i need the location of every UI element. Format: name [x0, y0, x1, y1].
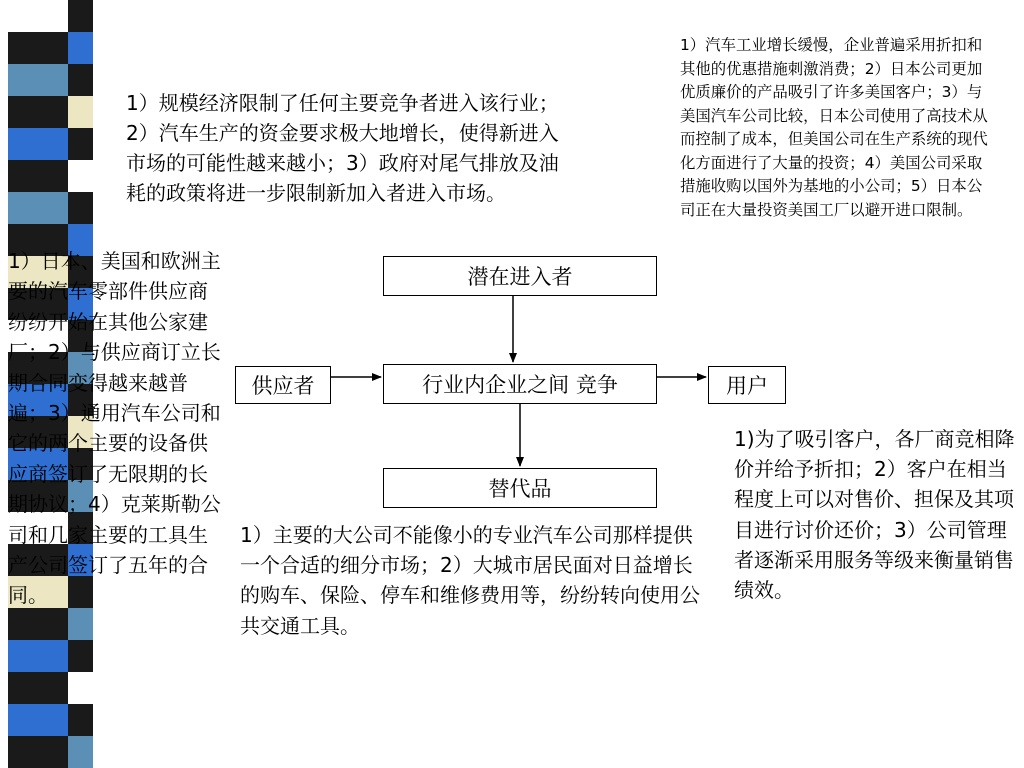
suppliers-note: 1）日本、美国和欧洲主要的汽车零部件供应商纷纷开始在其他公家建厂；2）与供应商订立长期合同变得越来越普遍；3）通用汽车公司和它的两个主要的设备供应商签订了无限期的长期协议；4）克莱斯勒公司和几家主要的工具生产公司签订了五年的合同。 [8, 249, 221, 608]
strip-block [8, 640, 93, 672]
strip-block [8, 608, 93, 640]
strip-block [8, 64, 93, 96]
buyers-box: 用户 [708, 366, 786, 404]
strip-block [8, 0, 93, 32]
strip-block [8, 672, 93, 704]
strip-block [8, 704, 93, 736]
potential-entrants-box: 潜在进入者 [383, 256, 657, 296]
strip-block [8, 96, 93, 128]
industry-rivalry-box: 行业内企业之间 竞争 [383, 364, 657, 404]
buyers-note: 1)为了吸引客户，各厂商竞相降价并给予折扣；2）客户在相当程度上可以对售价、担保及其项目进行讨价还价；3）公司管理者逐渐采用服务等级来衡量销售绩效。 [734, 427, 1015, 603]
rivalry-note: 1）汽车工业增长缓慢，企业普遍采用折扣和其他的优惠措施刺激消费；2）日本公司更加优质廉价的产品吸引了许多美国客户；3）与美国汽车公司比较，日本公司使用了高技术从而控制了成本，但美国公司在生产系统的现代化方面进行了大量的投资；4）美国公司采取措施收购以国外为基地的小公司；5）日本公司正在大量投资美国工厂以避开进口限制。 [680, 36, 988, 219]
strip-block [8, 736, 93, 768]
strip-block [8, 160, 93, 192]
strip-block [8, 128, 93, 160]
strip-block [8, 32, 93, 64]
potential-entrants-note: 1）规模经济限制了任何主要竞争者进入该行业；2）汽车生产的资金要求极大地增长，使得新进入市场的可能性越来越小；3）政府对尾气排放及油耗的政策将进一步限制新加入者进入市场。 [126, 91, 559, 205]
substitutes-box: 替代品 [383, 468, 657, 508]
substitutes-note: 1）主要的大公司不能像小的专业汽车公司那样提供一个合适的细分市场；2）大城市居民面对日益增长的购车、保险、停车和维修费用等，纷纷转向使用公共交通工具。 [240, 523, 700, 638]
suppliers-box: 供应者 [235, 366, 331, 404]
strip-block [8, 192, 93, 224]
